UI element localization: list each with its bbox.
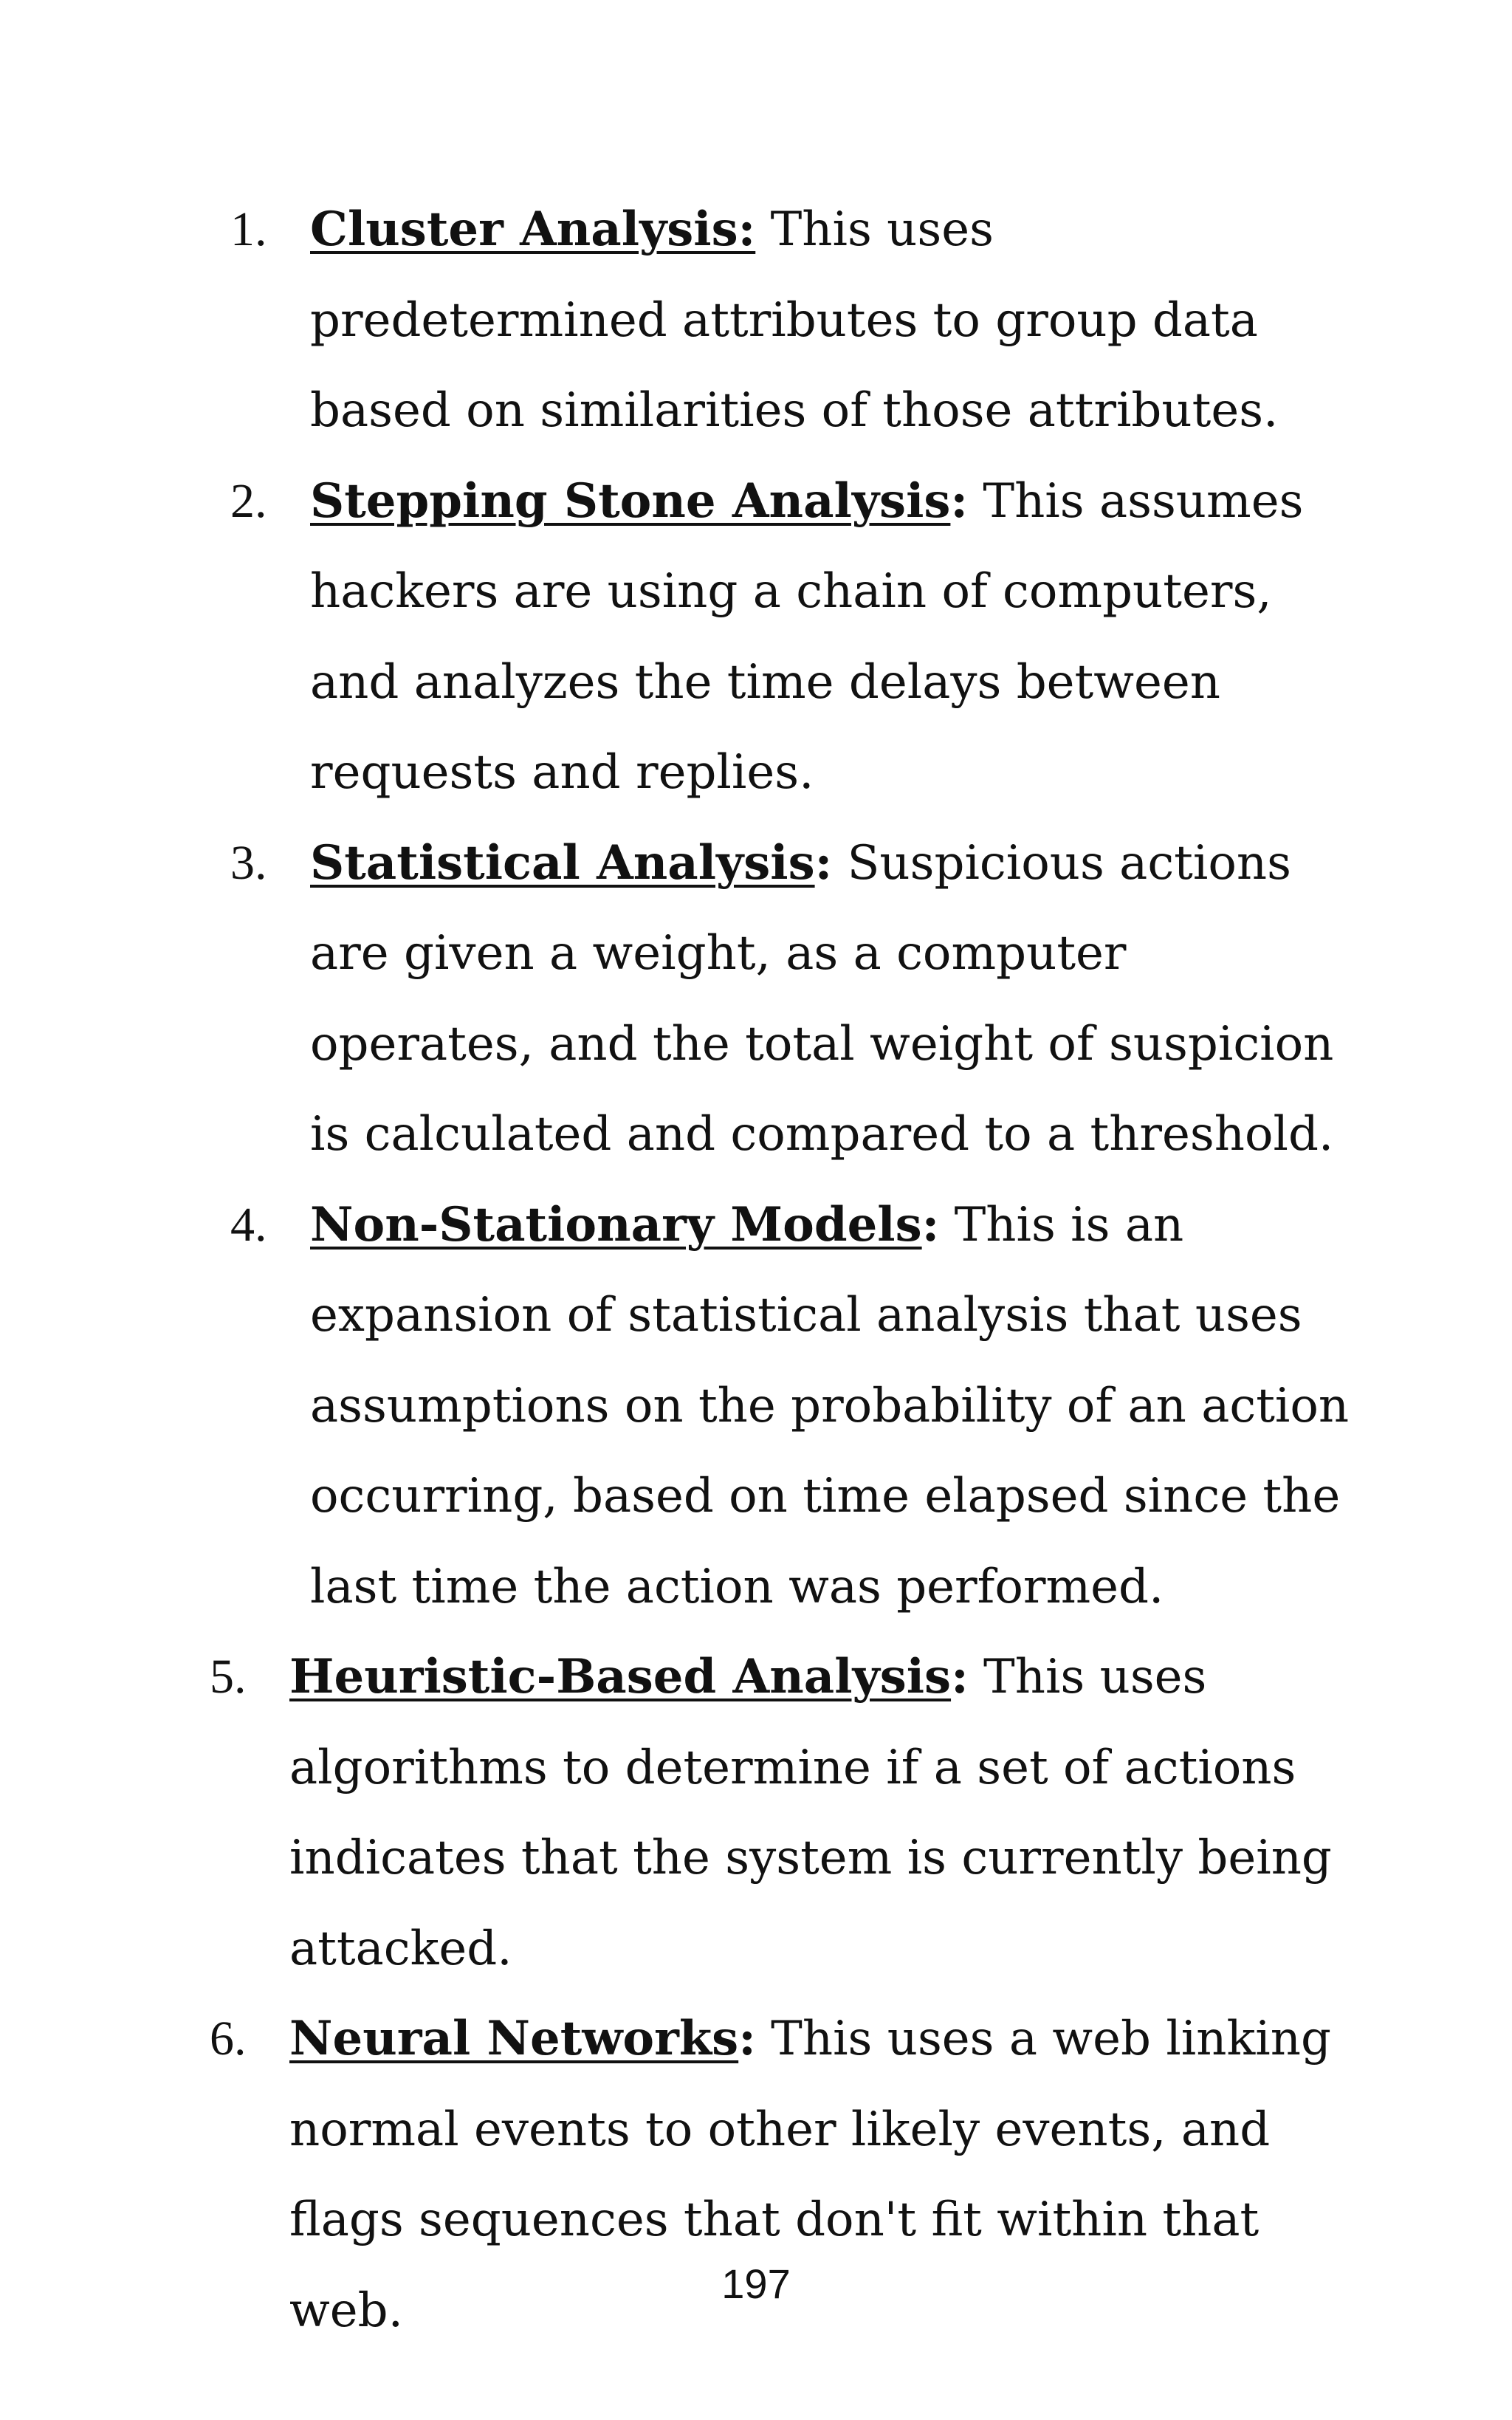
list-item-term: Non-Stationary Models [310, 1196, 922, 1252]
list-item-colon: : [950, 473, 969, 529]
list-item-number: 6. [210, 2012, 247, 2066]
list-item [0, 1632, 1358, 1994]
list-item [0, 818, 1358, 1180]
list-item-description: This is an expansion of statistical analysis that uses assumptions on the probability of an action occurring, based on time elapsed since the last time the action was performed. [310, 1197, 1350, 1614]
list-item-term: Cluster Analysis: [310, 202, 756, 257]
list-item-number: 4. [230, 1197, 267, 1252]
list-item-number: 5. [210, 1650, 247, 1704]
list-item-term: Statistical Analysis [310, 834, 815, 891]
list-item-colon: : [951, 1649, 969, 1704]
list-item [0, 456, 1358, 818]
list-item-description: Suspicious actions are given a weight, as a computer operates, and the total weight of suspicion is calculated and compared to a threshold. [310, 835, 1334, 1162]
list-item-body [289, 1632, 1358, 1994]
page-number: 197 [721, 2260, 791, 2307]
list-item-description: This uses predetermined attributes to group data based on similarities of those attributes. [310, 202, 1279, 438]
list-item-number: 1. [230, 202, 267, 256]
list-item-term: Neural Networks [289, 2011, 739, 2066]
list-item-description: This uses a web linking normal events to other likely events, and flags sequences that don't fit within that web. [289, 2012, 1331, 2338]
list-item-colon: : [738, 2011, 756, 2066]
list-item [0, 1180, 1358, 1633]
list-item-body [310, 818, 1358, 1180]
list-item-number: 3. [230, 835, 267, 890]
list-item-description: This uses algorithms to determine if a set of actions indicates that the system is currently being attacked. [289, 1650, 1332, 1976]
analysis-methods-list [0, 185, 1512, 2356]
list-item-term: Stepping Stone Analysis [310, 473, 951, 529]
list-item-body [310, 185, 1358, 456]
list-item-body [310, 456, 1358, 818]
list-item-colon: : [921, 1196, 940, 1252]
list-item-term: Heuristic-Based Analysis [289, 1649, 952, 1704]
list-item-body [310, 1180, 1358, 1633]
list-item-description: This assumes hackers are using a chain of computers, and analyzes the time delays between requests and replies. [310, 473, 1304, 800]
list-item-number: 2. [230, 473, 267, 528]
list-item-colon: : [814, 834, 833, 891]
list-item [0, 185, 1358, 456]
